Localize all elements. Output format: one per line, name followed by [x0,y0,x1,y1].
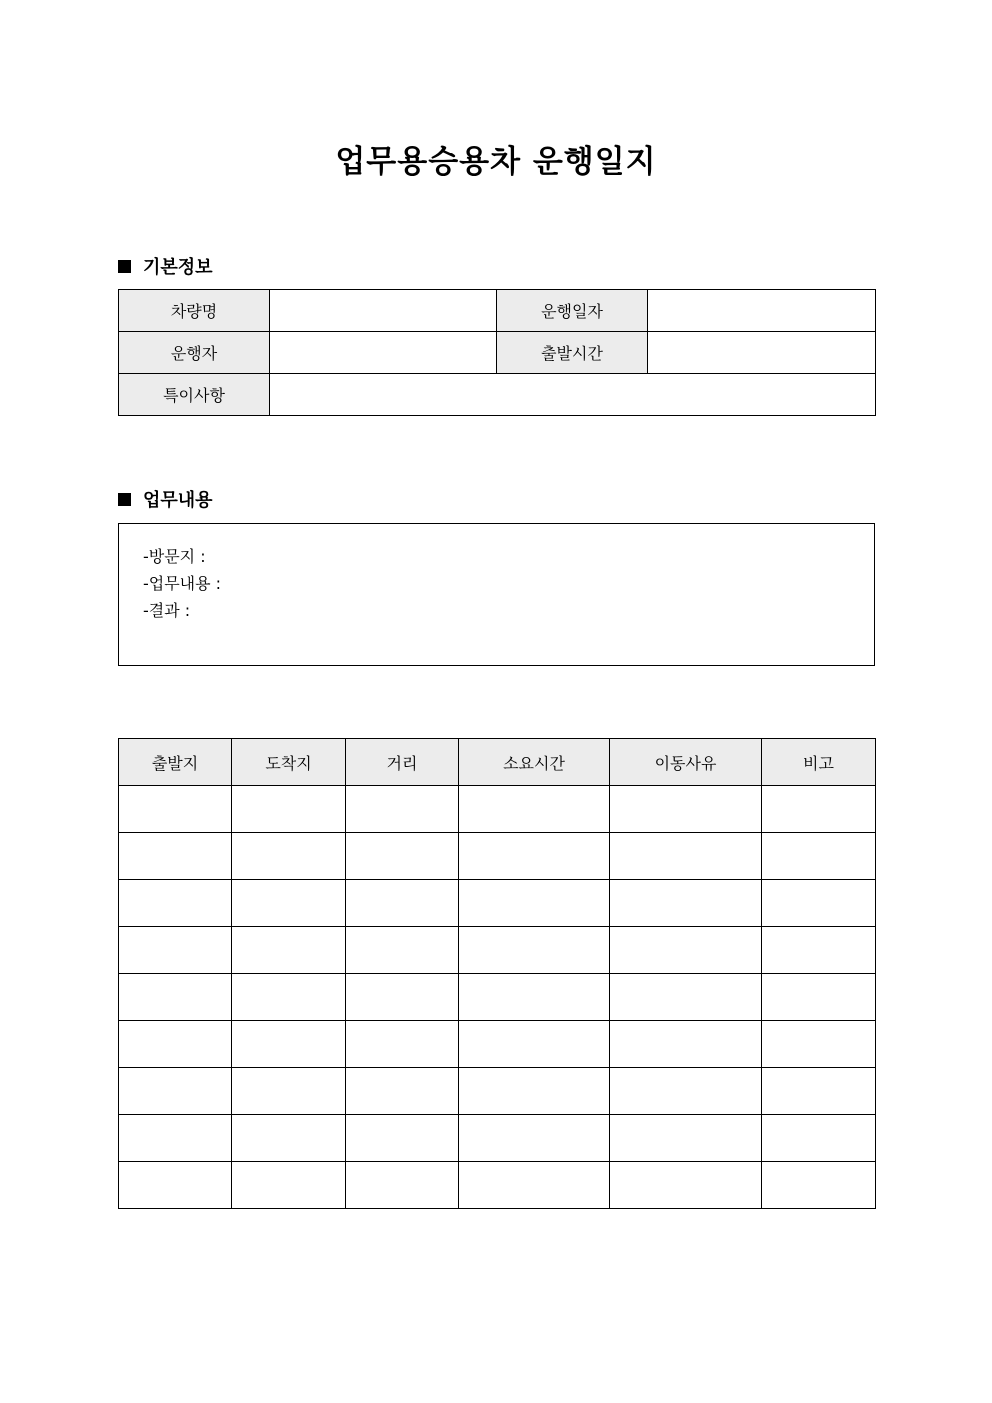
departure-cell[interactable] [119,974,232,1021]
duration-cell[interactable] [459,927,610,974]
departure-cell[interactable] [119,833,232,880]
distance-cell[interactable] [346,927,459,974]
arrival-cell[interactable] [232,786,346,833]
driver-field[interactable] [270,332,497,374]
basic-info-table [118,289,876,416]
reason-cell[interactable] [610,1021,762,1068]
departure-time-label: 출발시간 [497,332,648,374]
arrival-cell[interactable] [232,927,346,974]
table-row [119,974,876,1021]
arrival-cell[interactable] [232,974,346,1021]
square-bullet-icon [118,260,131,273]
distance-cell[interactable] [346,1162,459,1209]
table-row [119,1162,876,1209]
departure-cell[interactable] [119,786,232,833]
table-row [119,786,876,833]
arrival-cell[interactable] [232,880,346,927]
distance-cell[interactable] [346,786,459,833]
col-header-distance: 거리 [346,739,459,786]
table-row [119,1115,876,1162]
duration-cell[interactable] [459,833,610,880]
note-cell[interactable] [762,974,876,1021]
reason-cell[interactable] [610,786,762,833]
duration-cell[interactable] [459,786,610,833]
work-content-heading-label: 업무내용 [143,490,213,511]
table-row [119,1021,876,1068]
distance-cell[interactable] [346,1021,459,1068]
note-cell[interactable] [762,786,876,833]
basic-info-heading [118,253,213,279]
duration-cell[interactable] [459,1115,610,1162]
table-header-row [119,739,876,786]
col-header-duration: 소요시간 [459,739,610,786]
arrival-cell[interactable] [232,1115,346,1162]
arrival-cell[interactable] [232,1068,346,1115]
reason-cell[interactable] [610,833,762,880]
note-cell[interactable] [762,880,876,927]
remarks-field[interactable] [270,374,876,416]
vehicle-name-label: 차량명 [119,290,270,332]
distance-cell[interactable] [346,880,459,927]
arrival-cell[interactable] [232,833,346,880]
table-row [119,1068,876,1115]
drive-log-body [119,786,876,1209]
departure-cell[interactable] [119,1115,232,1162]
col-header-reason: 이동사유 [610,739,762,786]
col-header-arrival: 도착지 [232,739,346,786]
distance-cell[interactable] [346,1068,459,1115]
table-row [119,332,876,374]
drive-date-field[interactable] [648,290,876,332]
result-line: -결과 : [143,601,191,620]
col-header-departure: 출발지 [119,739,232,786]
arrival-cell[interactable] [232,1162,346,1209]
reason-cell[interactable] [610,880,762,927]
reason-cell[interactable] [610,974,762,1021]
visit-place-line: -방문지 : [143,547,206,566]
arrival-cell[interactable] [232,1021,346,1068]
col-header-note: 비고 [762,739,876,786]
page-title: 업무용승용차 운행일지 [335,144,657,180]
work-content-heading [118,486,213,512]
table-row [119,374,876,416]
departure-cell[interactable] [119,1021,232,1068]
table-row [119,290,876,332]
table-row [119,927,876,974]
distance-cell[interactable] [346,1115,459,1162]
duration-cell[interactable] [459,1021,610,1068]
work-detail-line: -업무내용 : [143,574,222,593]
note-cell[interactable] [762,927,876,974]
duration-cell[interactable] [459,974,610,1021]
remarks-label: 특이사항 [119,374,270,416]
duration-cell[interactable] [459,1068,610,1115]
work-content-box[interactable] [118,523,875,666]
reason-cell[interactable] [610,927,762,974]
table-row [119,833,876,880]
departure-cell[interactable] [119,927,232,974]
distance-cell[interactable] [346,974,459,1021]
basic-info-heading-label: 기본정보 [143,257,213,278]
drive-log-table [118,738,876,1209]
driver-label: 운행자 [119,332,270,374]
reason-cell[interactable] [610,1162,762,1209]
duration-cell[interactable] [459,1162,610,1209]
duration-cell[interactable] [459,880,610,927]
vehicle-name-field[interactable] [270,290,497,332]
square-bullet-icon [118,493,131,506]
distance-cell[interactable] [346,833,459,880]
departure-cell[interactable] [119,880,232,927]
departure-time-field[interactable] [648,332,876,374]
departure-cell[interactable] [119,1068,232,1115]
table-row [119,880,876,927]
note-cell[interactable] [762,1115,876,1162]
reason-cell[interactable] [610,1115,762,1162]
note-cell[interactable] [762,1068,876,1115]
reason-cell[interactable] [610,1068,762,1115]
note-cell[interactable] [762,1162,876,1209]
note-cell[interactable] [762,1021,876,1068]
note-cell[interactable] [762,833,876,880]
departure-cell[interactable] [119,1162,232,1209]
drive-date-label: 운행일자 [497,290,648,332]
